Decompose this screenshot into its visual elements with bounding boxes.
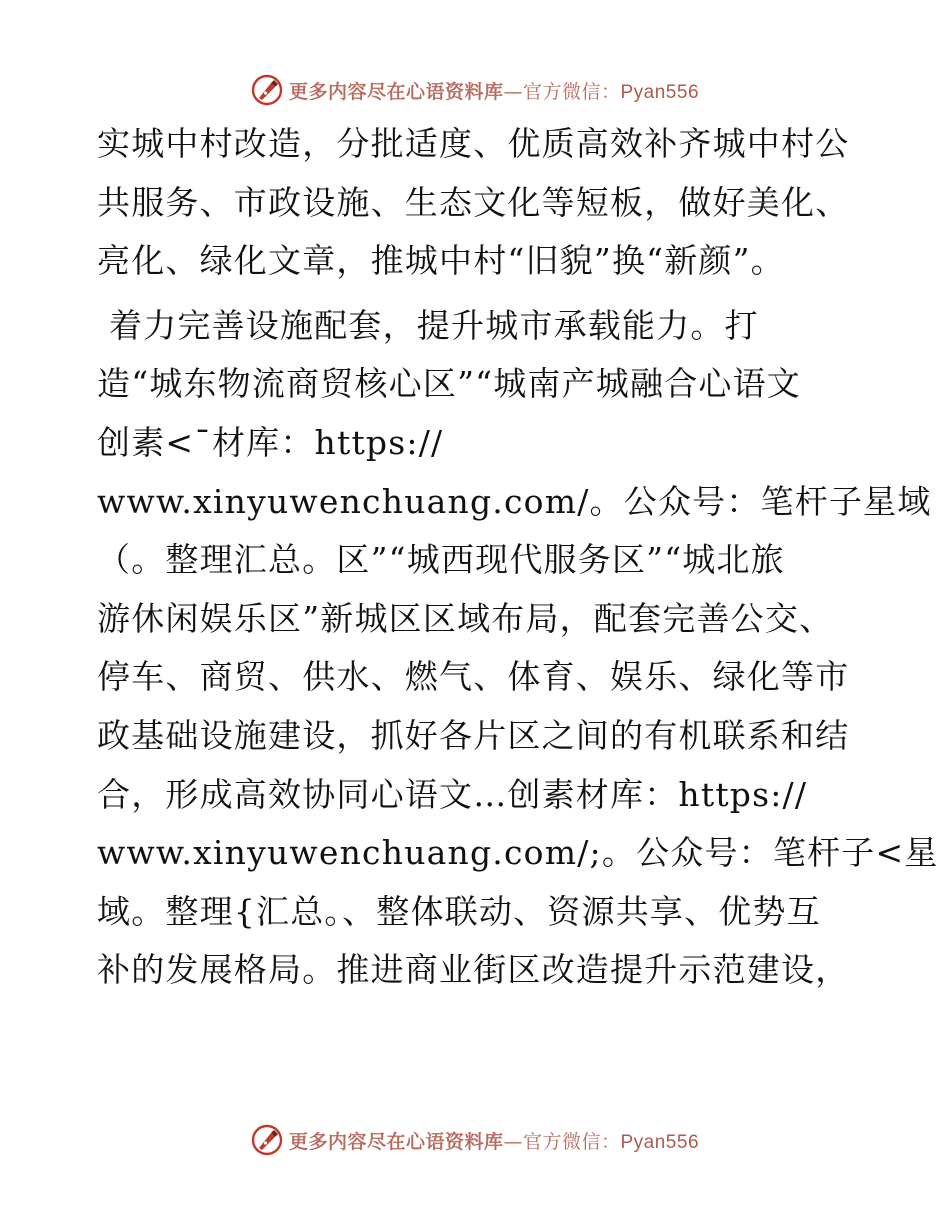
watermark-separator: — (503, 1130, 523, 1153)
pen-nib-logo-icon (251, 74, 283, 106)
watermark-separator: — (503, 80, 523, 103)
watermark-wechat-label: 官方微信： (522, 80, 621, 103)
document-body (97, 115, 939, 1000)
text-line: www.xinyuwenchuang.com/。公众号：笔杆子星域 (97, 481, 932, 521)
watermark-text (289, 77, 699, 104)
watermark-site-name: 更多内容尽在心语资料库 (288, 1130, 504, 1153)
text-line: 游休闲娱乐区”新城区区域布局，配套完善公交、 (97, 598, 834, 638)
text-line: 合，形成高效协同心语文…创素材库：https:// (97, 774, 808, 814)
watermark-text (289, 1127, 699, 1154)
watermark-site-name: 更多内容尽在心语资料库 (288, 80, 504, 103)
header-watermark (0, 70, 950, 110)
text-line: www.xinyuwenchuang.com/;。公众号：笔杆子<星 (97, 833, 939, 873)
text-line: 造“城东物流商贸核心区”“城南产城融合心语文 (97, 364, 802, 404)
text-line: 实城中村改造，分批适度、优质高效补齐城中村公 (97, 124, 850, 163)
watermark-wechat-label: 官方微信： (522, 1130, 621, 1153)
paragraph-start-line: 着力完善设施配套，提升城市承载能力。打 (109, 305, 759, 345)
text-line: 补的发展格局。推进商业街区改造提升示范建设， (97, 950, 850, 990)
footer-watermark (0, 1120, 950, 1160)
watermark-wechat-id: Pyan556 (620, 81, 700, 103)
text-line: 域。整理{汇总。、整体联动、资源共享、优势互 (97, 891, 821, 931)
watermark-wechat-id: Pyan556 (620, 1131, 700, 1153)
text-line: 共服务、市政设施、生态文化等短板，做好美化、 (97, 182, 850, 222)
text-line: 停车、商贸、供水、燃气、体育、娱乐、绿化等市 (97, 657, 850, 697)
text-line: 创素<¯材库：https:// (97, 422, 444, 462)
text-line: 政基础设施建设，抓好各片区之间的有机联系和结 (97, 715, 850, 755)
text-line: （。整理汇总。区”“城西现代服务区”“城北旅 (97, 540, 785, 580)
text-line: 亮化、绿化文章，推城中村“旧貌”换“新颜”。 (97, 241, 785, 281)
pen-nib-logo-icon (251, 1124, 283, 1156)
